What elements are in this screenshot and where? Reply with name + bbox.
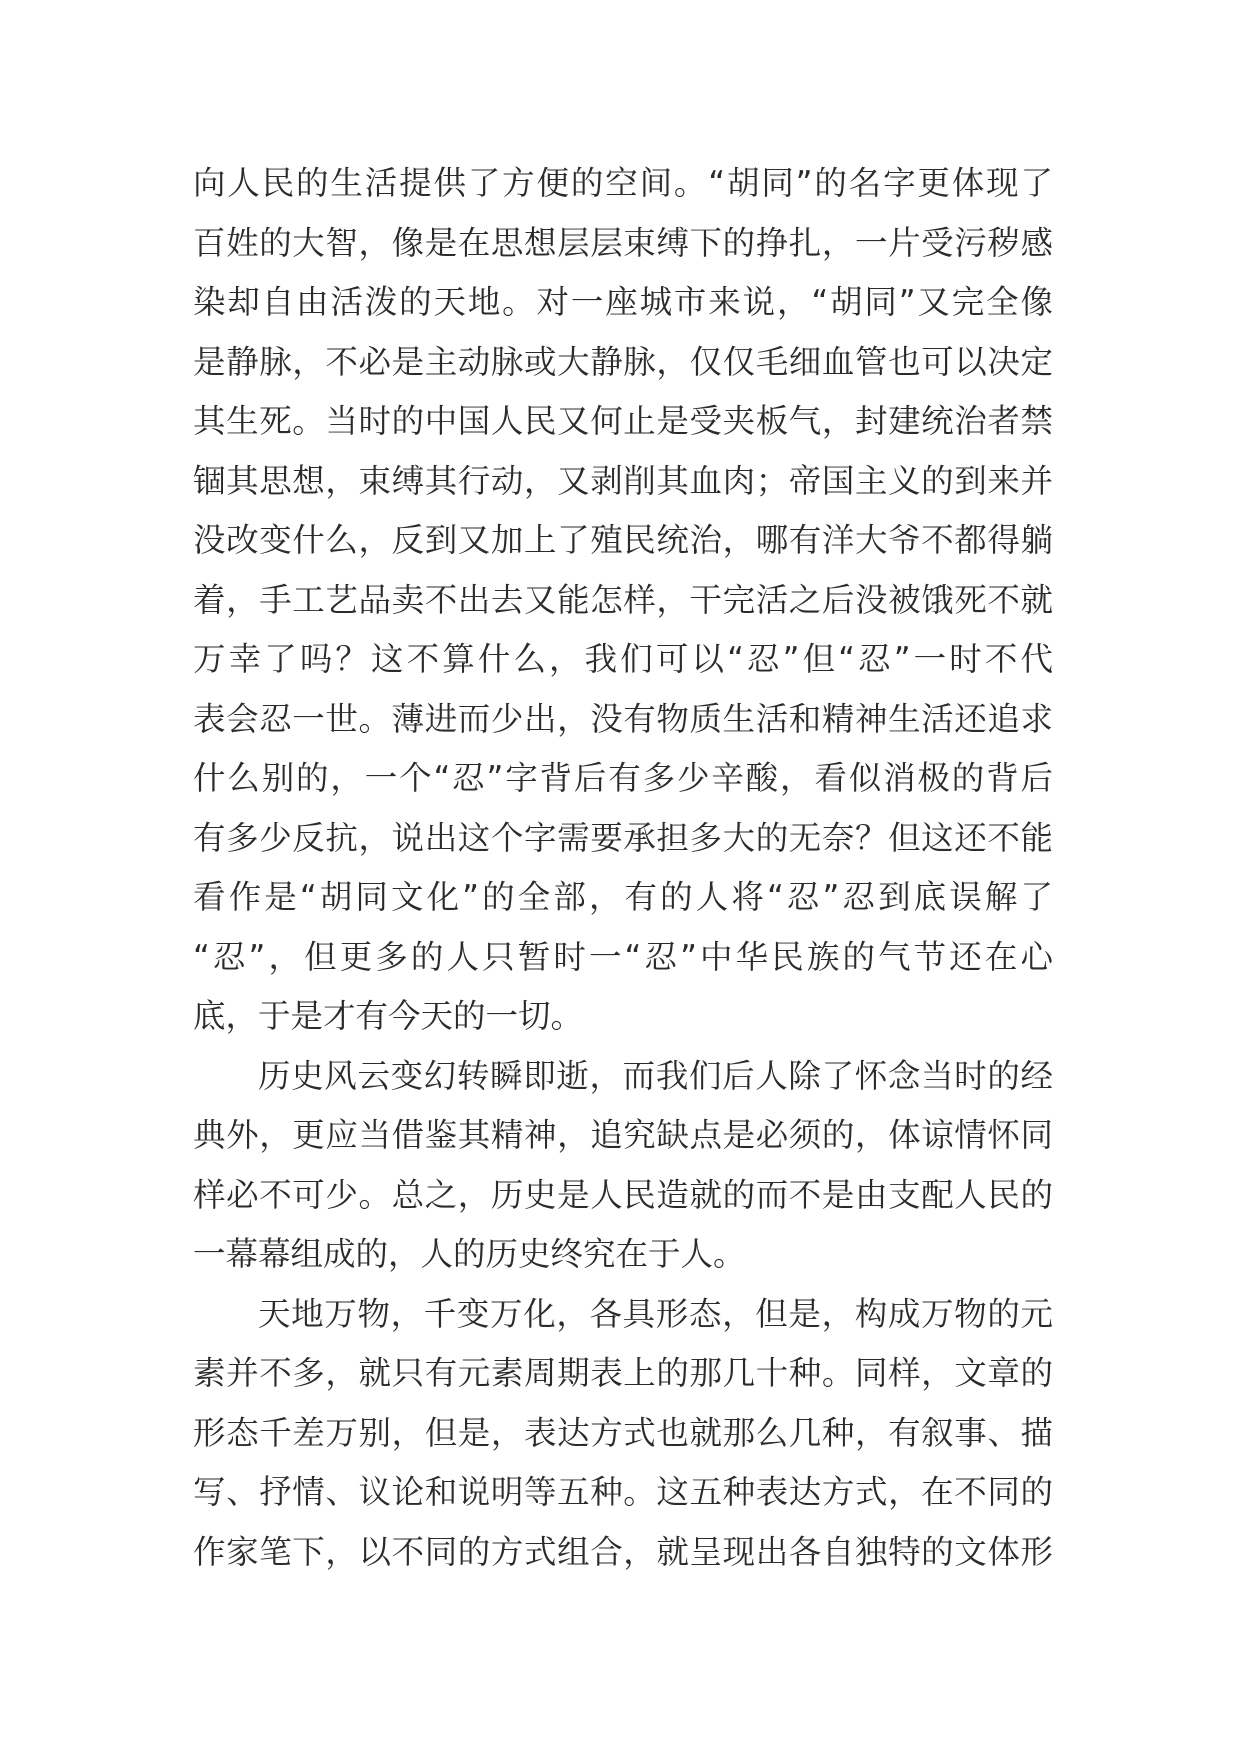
body-text [193, 154, 1053, 1582]
text-line: 没改变什么，反到又加上了殖民统治，哪有洋大爷不都得躺 [193, 521, 1053, 559]
text-line: 形态千差万别，但是，表达方式也就那么几种，有叙事、描 [193, 1413, 1053, 1452]
paragraph-first-line: 天地万物，千变万化，各具形态，但是，构成万物的元 [258, 1294, 1053, 1333]
text-line: 什么别的，一个“忍”字背后有多少辛酸，看似消极的背后 [193, 759, 1053, 797]
text-line: 是静脉，不必是主动脉或大静脉，仅仅毛细血管也可以决定 [193, 342, 1053, 381]
text-line: 其生死。当时的中国人民又何止是受夹板气，封建统治者禁 [193, 402, 1053, 440]
paragraph-end-line: 一幕幕组成的，人的历史终究在于人。 [193, 1235, 746, 1273]
text-line: 染却自由活泼的天地。对一座城市来说，“胡同”又完全像 [193, 283, 1053, 321]
paragraph-first-line: 历史风云变幻转瞬即逝，而我们后人除了怀念当时的经 [258, 1056, 1053, 1095]
text-line: 锢其思想，束缚其行动，又剥削其血肉；帝国主义的到来并 [193, 461, 1053, 500]
text-line: 表会忍一世。薄进而少出，没有物质生活和精神生活还追求 [193, 699, 1053, 738]
text-line: 着，手工艺品卖不出去又能怎样，干完活之后没被饿死不就 [193, 580, 1053, 619]
text-line: 向人民的生活提供了方便的空间。“胡同”的名字更体现了 [193, 164, 1053, 202]
text-line: 作家笔下，以不同的方式组合，就呈现出各自独特的文体形 [193, 1532, 1053, 1571]
text-line: 有多少反抗，说出这个字需要承担多大的无奈？但这还不能 [193, 818, 1053, 857]
text-line: 百姓的大智，像是在思想层层束缚下的挣扎，一片受污秽感 [193, 223, 1053, 262]
text-line: 样必不可少。总之，历史是人民造就的而不是由支配人民的 [193, 1175, 1053, 1214]
text-line: “忍”，但更多的人只暂时一“忍”中华民族的气节还在心 [193, 937, 1053, 976]
text-line: 万幸了吗？这不算什么，我们可以“忍”但“忍”一时不代 [193, 640, 1053, 678]
text-line: 典外，更应当借鉴其精神，追究缺点是必须的，体谅情怀同 [193, 1116, 1053, 1154]
paragraph-end-line: 底，于是才有今天的一切。 [193, 997, 584, 1035]
text-line: 看作是“胡同文化”的全部，有的人将“忍”忍到底误解了 [193, 878, 1053, 916]
text-line: 写、抒情、议论和说明等五种。这五种表达方式，在不同的 [193, 1473, 1053, 1511]
text-line: 素并不多，就只有元素周期表上的那几十种。同样，文章的 [193, 1354, 1053, 1392]
